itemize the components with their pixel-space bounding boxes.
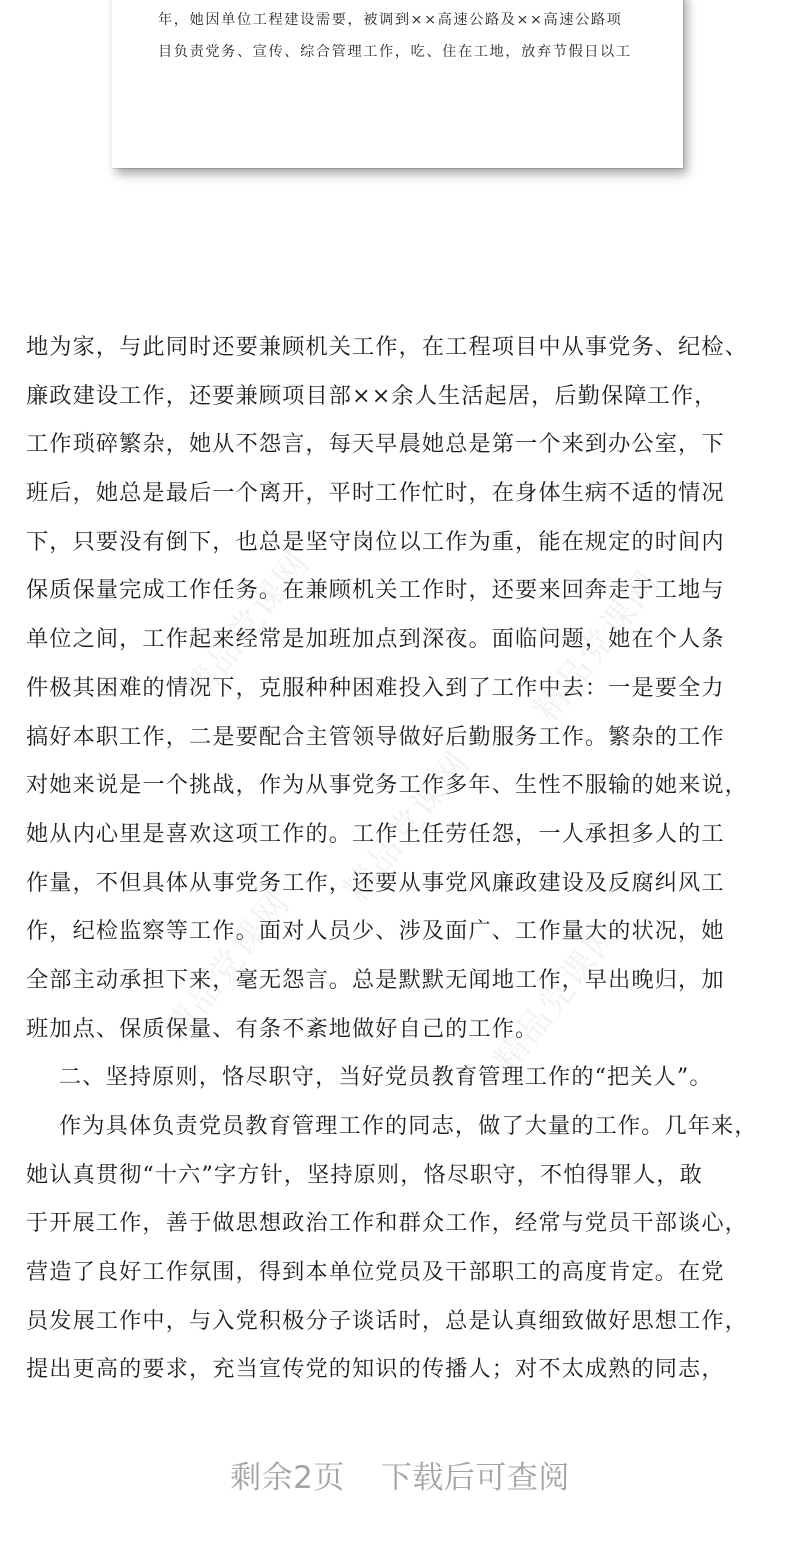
watermark: 精品党课网 <box>526 563 669 730</box>
text-line: 保质保量完成工作任务。在兼顾机关工作时，还要来回奔走于工地与 <box>26 577 725 604</box>
text-line: 下，只要没有倒下，也总是坚守岗位以工作为重，能在规定的时间内 <box>26 528 725 555</box>
remaining-pages-banner[interactable] <box>0 1452 800 1497</box>
text-line: 作量，不但具体从事党务工作，还要从事党风廉政建设及反腐纠风工 <box>26 869 725 896</box>
text-line: 提出更高的要求，充当宣传党的知识的传播人；对不太成熟的同志， <box>26 1356 725 1383</box>
preview-line-2: 目负责党务、宣传、综合管理工作，吃、住在工地，放弃节假日以工 <box>158 44 632 60</box>
text-line: 营造了良好工作氛围，得到本单位党员及干部职工的高度肯定。在党 <box>26 1259 725 1286</box>
text-line: 单位之间，工作起来经常是加班加点到深夜。面临问题，她在个人条 <box>26 626 725 653</box>
text-line: 工作琐碎繁杂，她从不怨言，每天早晨她总是第一个来到办公室，下 <box>26 431 725 458</box>
text-line: 地为家，与此同时还要兼顾机关工作，在工程项目中从事党务、纪检、 <box>26 334 748 360</box>
section-heading: 二、坚持原则，恪尽职守，当好党员教育管理工作的“把关人”。 <box>59 1064 713 1091</box>
preview-page-card <box>112 0 683 168</box>
watermark: 精品党课网 <box>336 743 479 910</box>
text-line: 员发展工作中，与入党积极分子谈话时，总是认真细致做好思想工作， <box>26 1307 748 1334</box>
document-body <box>26 327 796 1398</box>
text-line: 对她来说是一个挑战，作为从事党务工作多年、生性不服输的她来说， <box>26 772 748 799</box>
watermark: 精品党课网 <box>486 913 629 1080</box>
remaining-pages-label: 剩余2页 <box>230 1460 345 1496</box>
watermark: 精品党课网 <box>176 543 319 710</box>
text-line: 作为具体负责党员教育管理工作的同志，做了大量的工作。几年来， <box>59 1113 758 1139</box>
download-to-view-link[interactable]: 下载后可查阅 <box>380 1460 570 1496</box>
text-line: 于开展工作，善于做思想政治工作和群众工作，经常与党员干部谈心， <box>26 1210 748 1237</box>
text-line: 班加点、保质保量、有条不紊地做好自己的工作。 <box>26 1015 539 1042</box>
text-line: 件极其困难的情况下，克服种种困难投入到了工作中去：一是要全力 <box>26 674 725 701</box>
text-line: 作，纪检监察等工作。面对人员少、涉及面广、工作量大的状况，她 <box>26 918 725 945</box>
preview-line-1: 年，她因单位工程建设需要，被调到××高速公路及××高速公路项 <box>158 12 623 28</box>
text-line: 搞好本职工作，二是要配合主管领导做好后勤服务工作。繁杂的工作 <box>26 723 725 750</box>
watermark: 精品党课网 <box>156 883 299 1050</box>
text-line: 她从内心里是喜欢这项工作的。工作上任劳任怨，一人承担多人的工 <box>26 820 725 847</box>
text-line: 班后，她总是最后一个离开，平时工作忙时，在身体生病不适的情况 <box>26 480 725 507</box>
text-line: 全部主动承担下来，毫无怨言。总是默默无闻地工作，早出晚归，加 <box>26 966 725 993</box>
text-line: 廉政建设工作，还要兼顾项目部××余人生活起居，后勤保障工作， <box>26 382 718 409</box>
text-line: 她认真贯彻“十六”字方针，坚持原则，恪尽职守，不怕得罪人，敢 <box>26 1161 703 1188</box>
